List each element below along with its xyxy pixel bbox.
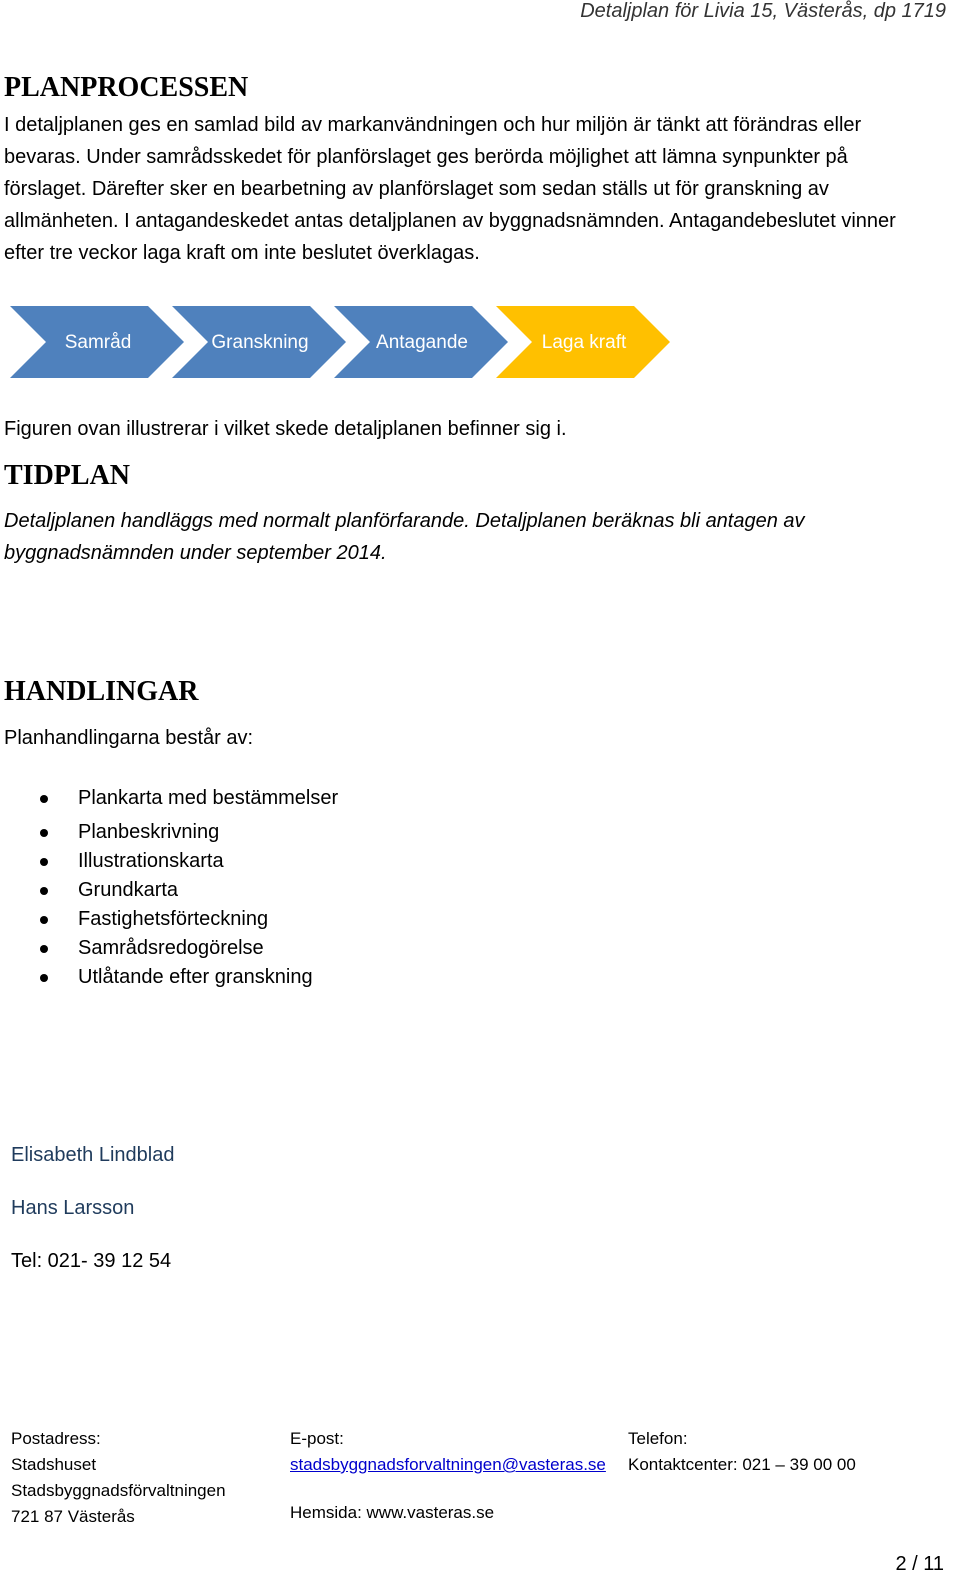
list-item-label: Illustrationskarta — [78, 850, 224, 872]
list-item-label: Grundkarta — [78, 879, 179, 901]
footer-address-line: 721 87 Västerås — [11, 1507, 135, 1526]
section-heading-tidplan: TIDPLAN — [4, 460, 131, 491]
paragraph-line: byggnadsnämnden under september 2014. — [4, 542, 387, 564]
contact-name-hans: Hans Larsson — [11, 1197, 135, 1219]
paragraph-line: bevaras. Under samrådsskedet för planförslaget ges berörda möjlighet att lämna synpunkter på — [4, 146, 848, 168]
contact-name-elisabeth: Elisabeth Lindblad — [11, 1144, 175, 1166]
list-item — [38, 963, 338, 992]
process-step-antagande — [334, 306, 508, 378]
process-step-label: Granskning — [211, 332, 309, 353]
footer-telefon — [628, 1426, 856, 1478]
bullet-icon — [40, 916, 48, 924]
bullet-icon — [40, 829, 48, 837]
process-caption: Figuren ovan illustrerar i vilket skede detaljplanen befinner sig i. — [4, 418, 567, 440]
footer-epost-label: E-post: — [290, 1429, 344, 1448]
document-list — [38, 784, 338, 992]
process-step-label: Antagande — [376, 332, 468, 353]
tidplan-paragraph — [4, 505, 954, 569]
bullet-icon — [40, 887, 48, 895]
list-item-label: Plankarta med bestämmelser — [78, 787, 339, 809]
paragraph-line: allmänheten. I antagandeskedet antas detaljplanen av byggnadsnämnden. Antagandebeslutet vinner — [4, 210, 896, 232]
list-item — [38, 905, 338, 934]
list-item-label: Samrådsredogörelse — [78, 937, 264, 959]
footer-telefon-label: Telefon: — [628, 1429, 688, 1448]
list-item-label: Fastighetsförteckning — [78, 908, 269, 930]
bullet-icon — [40, 945, 48, 953]
process-step-granskning — [172, 306, 346, 378]
process-step-laga-kraft — [496, 306, 670, 378]
process-step-samrad — [10, 306, 184, 378]
list-item-label: Planbeskrivning — [78, 821, 220, 843]
footer-address-line: Stadshuset — [11, 1455, 97, 1474]
bullet-icon — [40, 795, 48, 803]
footer-postadress — [11, 1426, 226, 1530]
footer-telefon-value: Kontaktcenter: 021 – 39 00 00 — [628, 1455, 856, 1474]
footer-address-line: Stadsbyggnadsförvaltningen — [11, 1481, 226, 1500]
list-item — [38, 876, 338, 905]
paragraph-line: förslaget. Därefter sker en bearbetning av planförslaget som sedan ställs ut för granskning av — [4, 178, 829, 200]
paragraph-line: I detaljplanen ges en samlad bild av markanvändningen och hur miljön är tänkt att förändras eller — [4, 114, 862, 136]
process-diagram — [10, 306, 670, 378]
bullet-icon — [40, 974, 48, 982]
footer-epost — [290, 1426, 606, 1526]
list-item — [38, 784, 338, 813]
planprocessen-paragraph — [4, 109, 954, 269]
section-heading-handlingar: HANDLINGAR — [4, 676, 199, 707]
page-number: 2 / 11 — [895, 1553, 944, 1575]
footer-postadress-label: Postadress: — [11, 1429, 101, 1448]
paragraph-line: efter tre veckor laga kraft om inte beslutet överklagas. — [4, 242, 480, 264]
bullet-icon — [40, 858, 48, 866]
process-step-label: Laga kraft — [541, 332, 627, 353]
list-item — [38, 847, 338, 876]
paragraph-line: Detaljplanen handläggs med normalt planförfarande. Detaljplanen beräknas bli antagen av — [4, 510, 805, 532]
section-heading-planprocessen: PLANPROCESSEN — [4, 72, 249, 103]
document-header-title: Detaljplan för Livia 15, Västerås, dp 1719 — [580, 0, 946, 22]
list-item — [38, 934, 338, 963]
handlingar-intro: Planhandlingarna består av: — [4, 727, 254, 749]
contact-telephone: Tel: 021- 39 12 54 — [11, 1250, 172, 1272]
list-item — [38, 818, 338, 847]
list-item-label: Utlåtande efter granskning — [78, 966, 313, 988]
email-link[interactable]: stadsbyggnadsforvaltningen@vasteras.se — [290, 1455, 606, 1474]
footer-website: Hemsida: www.vasteras.se — [290, 1503, 495, 1522]
process-step-label: Samråd — [64, 332, 132, 353]
